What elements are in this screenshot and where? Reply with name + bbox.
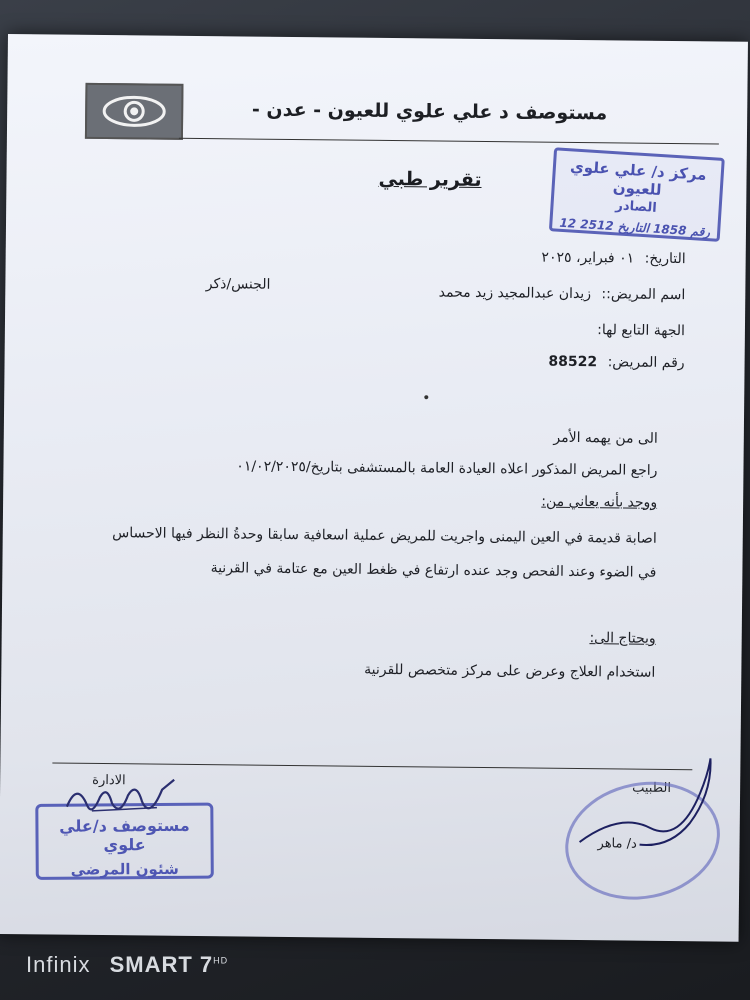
doctor-name: د/ ماهر — [597, 836, 637, 852]
gender-field: الجنس/ذكر — [205, 276, 271, 293]
doctor-label: الطبيب — [632, 780, 672, 796]
eye-logo-icon — [99, 91, 169, 132]
addressee-line: الى من يهمه الأمر — [553, 429, 658, 447]
watermark-model: SMART 7 — [109, 952, 214, 977]
report-title: تقرير طبي — [378, 167, 482, 191]
patient-name-label: اسم المريض:: — [601, 286, 686, 304]
header-divider — [179, 138, 719, 145]
date-label: التاريخ: — [644, 250, 686, 268]
outgoing-stamp — [549, 147, 725, 242]
patient-number-field — [548, 354, 684, 371]
stamp-center-name: مركز د/ علي علوي للعيون — [569, 157, 708, 200]
date-field — [541, 250, 685, 268]
medical-report-page — [0, 34, 748, 942]
stamp-reference: رقم 1858 التاريخ 2512 12 — [559, 215, 711, 240]
stamp-left-name: مستوصف د/علي علوي — [59, 815, 190, 855]
doctor-signature — [559, 752, 720, 864]
camera-watermark — [26, 952, 228, 978]
stamp-left-dept: شئون المرضى — [70, 859, 179, 879]
admin-signature — [62, 777, 183, 828]
findings-line-1: اصابة قديمة في العين اليمنى واجريت للمريض عملية اسعافية سابقا وحدةُ النظر فيها الاحساس — [112, 525, 657, 547]
watermark-hd: HD — [213, 955, 229, 966]
admin-label: الادارة — [92, 772, 126, 789]
hospital-name: مستوصف د علي علوي للعيون - عدن - — [251, 98, 608, 125]
recommendation-line: استخدام العلاج وعرض على مركز متخصص للقرنية — [364, 661, 656, 681]
affiliation-field: الجهة التابع لها: — [597, 322, 686, 340]
findings-heading: ووجد بأنه يعاني من: — [541, 493, 658, 511]
patient-name-value: زيدان عبدالمجيد زيد محمد — [438, 284, 592, 303]
visit-line: راجع المريض المذكور اعلاه العيادة العامة بالمستشفى بتاريخ/٠١/٠٢/٢٠٢٥ — [236, 458, 658, 479]
watermark-brand: Infinix — [26, 952, 91, 977]
hospital-logo — [85, 83, 184, 140]
needs-heading: ويحتاج الى: — [589, 630, 656, 647]
stamp-outgoing-label: الصادر — [615, 198, 658, 216]
findings-line-2: في الضوء وعند الفحص وجد عنده ارتفاع في ظغط العين مع عتامة في القرنية — [210, 560, 657, 581]
date-value: ٠١ فبراير، ٢٠٢٥ — [541, 249, 635, 267]
patient-number-value: 88522 — [548, 353, 598, 371]
patient-number-label: رقم المريض: — [607, 354, 685, 372]
patient-name-field — [439, 285, 686, 304]
dots-separator: • — [422, 390, 431, 407]
